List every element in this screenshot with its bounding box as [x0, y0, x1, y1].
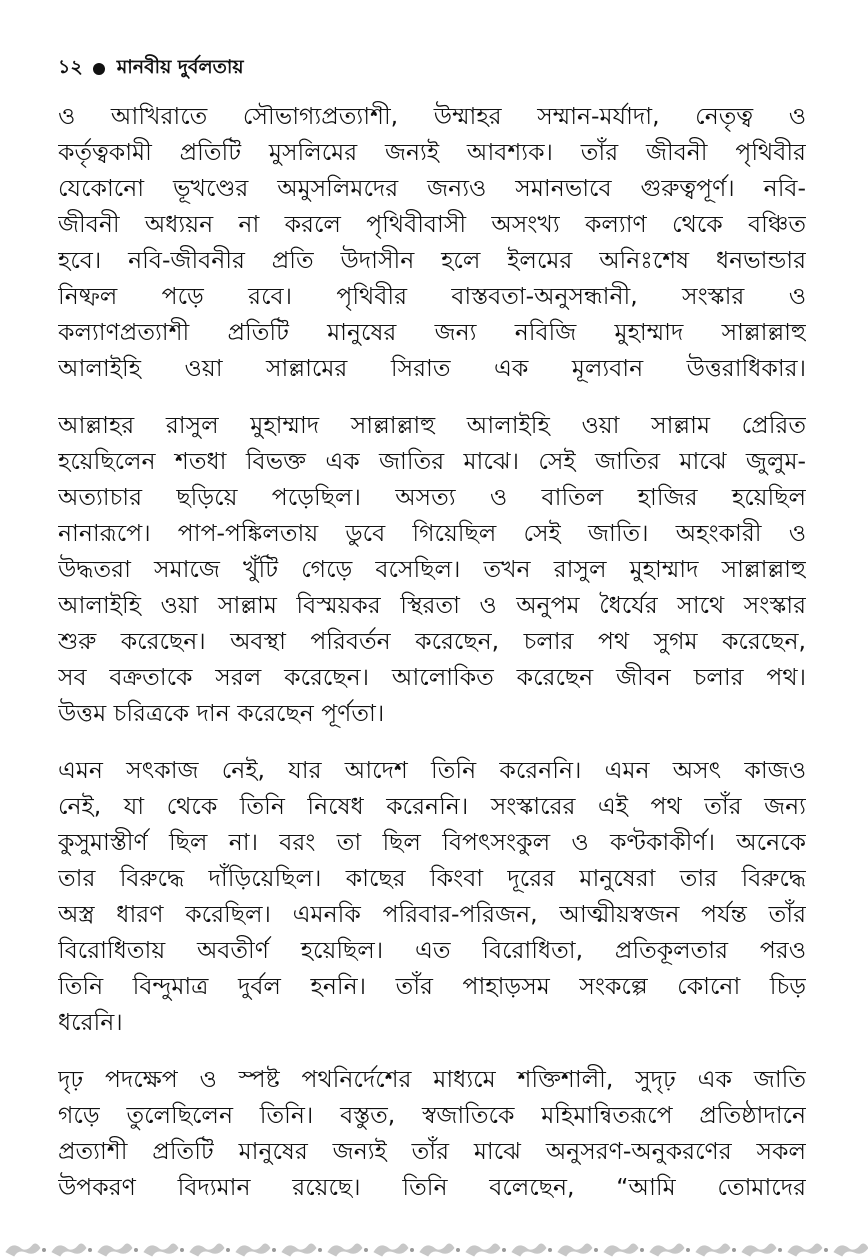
text-line: হয়েছিলেন শতধা বিভক্ত এক জাতির মাঝে। সেই জাতির মাঝে জুলুম- — [58, 447, 806, 475]
text-line: যেকোনো ভূখণ্ডের অমুসলিমদের জন্যও সমানভাবে গুরুত্বপূর্ণ। নবি- — [58, 174, 806, 202]
paragraph-3 — [58, 752, 806, 1040]
page-number: ১২ — [58, 56, 83, 78]
text-line: অত্যাচার ছড়িয়ে পড়েছিল। অসত্য ও বাতিল হাজির হয়েছিল — [58, 483, 806, 511]
paragraph-1 — [58, 98, 806, 386]
paragraph-2 — [58, 407, 806, 731]
text-line: নানারূপে। পাপ-পঙ্কিলতায় ডুবে গিয়েছিল সেই জাতি। অহংকারী ও — [58, 519, 806, 547]
text-line: এমন সৎকাজ নেই, যার আদেশ তিনি করেননি। এমন অসৎ কাজও — [58, 756, 806, 784]
text-line: তিনি বিন্দুমাত্র দুর্বল হননি। তাঁর পাহাড়সম সংকল্পে কোনো চিড় — [58, 972, 806, 1000]
text-line: অস্ত্র ধারণ করেছিল। এমনকি পরিবার-পরিজন, আত্মীয়স্বজন পর্যন্ত তাঁর — [58, 900, 806, 928]
text-line: জীবনী অধ্যয়ন না করলে পৃথিবীবাসী অসংখ্য কল্যাণ থেকে বঞ্চিত — [58, 210, 806, 238]
text-line: আল্লাহর রাসুল মুহাম্মাদ সাল্লাল্লাহু আলাইহি ওয়া সাল্লাম প্রেরিত — [58, 411, 806, 439]
paragraph-4 — [58, 1061, 806, 1205]
text-line: ও আখিরাতে সৌভাগ্যপ্রত্যাশী, উম্মাহর সম্মান-মর্যাদা, নেতৃত্ব ও — [58, 102, 806, 130]
bullet-separator-icon — [93, 63, 105, 75]
running-header — [58, 54, 244, 84]
footer-ornament-border — [0, 1238, 868, 1259]
text-line: ধরেনি। — [58, 1008, 123, 1036]
text-line: উপকরণ বিদ্যমান রয়েছে। তিনি বলেছেন, “আমি তোমাদের — [58, 1173, 806, 1201]
text-line: কর্তৃত্বকামী প্রতিটি মুসলিমের জন্যই আবশ্যক। তাঁর জীবনী পৃথিবীর — [58, 138, 806, 166]
body-text — [58, 98, 806, 1226]
text-line: আলাইহি ওয়া সাল্লামের সিরাত এক মূল্যবান উত্তরাধিকার। — [58, 354, 806, 382]
text-line: বিরোধিতায় অবতীর্ণ হয়েছিল। এত বিরোধিতা, প্রতিকূলতার পরও — [58, 936, 806, 964]
text-line: প্রত্যাশী প্রতিটি মানুষের জন্যই তাঁর মাঝে অনুসরণ-অনুকরণের সকল — [58, 1137, 806, 1165]
text-line: সব বক্রতাকে সরল করেছেন। আলোকিত করেছেন জীবন চলার পথ। — [58, 663, 806, 691]
text-line: শুরু করেছেন। অবস্থা পরিবর্তন করেছেন, চলার পথ সুগম করেছেন, — [58, 627, 806, 655]
text-line: উদ্ধতরা সমাজে খুঁটি গেড়ে বসেছিল। তখন রাসুল মুহাম্মাদ সাল্লাল্লাহু — [58, 555, 806, 583]
text-line: গড়ে তুলেছিলেন তিনি। বস্তুত, স্বজাতিকে মহিমান্বিতরূপে প্রতিষ্ঠাদানে — [58, 1101, 806, 1129]
text-line: কুসুমাস্তীর্ণ ছিল না। বরং তা ছিল বিপৎসংকুল ও কণ্টকাকীর্ণ। অনেকে — [58, 828, 806, 856]
text-line: নিষ্ফল পড়ে রবে। পৃথিবীর বাস্তবতা-অনুসন্ধানী, সংস্কার ও — [58, 282, 806, 310]
book-title: মানবীয় দুর্বলতায় — [116, 56, 244, 78]
text-line: দৃঢ় পদক্ষেপ ও স্পষ্ট পথনির্দেশের মাধ্যমে শক্তিশালী, সুদৃঢ় এক জাতি — [58, 1065, 806, 1093]
text-line: হবে। নবি-জীবনীর প্রতি উদাসীন হলে ইলমের অনিঃশেষ ধনভান্ডার — [58, 246, 806, 274]
text-line: তার বিরুদ্ধে দাঁড়িয়েছিল। কাছের কিংবা দূরের মানুষেরা তার বিরুদ্ধে — [58, 864, 806, 892]
text-line: উত্তম চরিত্রকে দান করেছেন পূর্ণতা। — [58, 699, 385, 727]
text-line: আলাইহি ওয়া সাল্লাম বিস্ময়কর স্থিরতা ও অনুপম ধৈর্যের সাথে সংস্কার — [58, 591, 806, 619]
text-line: কল্যাণপ্রত্যাশী প্রতিটি মানুষের জন্য নবিজি মুহাম্মাদ সাল্লাল্লাহু — [58, 318, 806, 346]
text-line: নেই, যা থেকে তিনি নিষেধ করেননি। সংস্কারের এই পথ তাঁর জন্য — [58, 792, 806, 820]
